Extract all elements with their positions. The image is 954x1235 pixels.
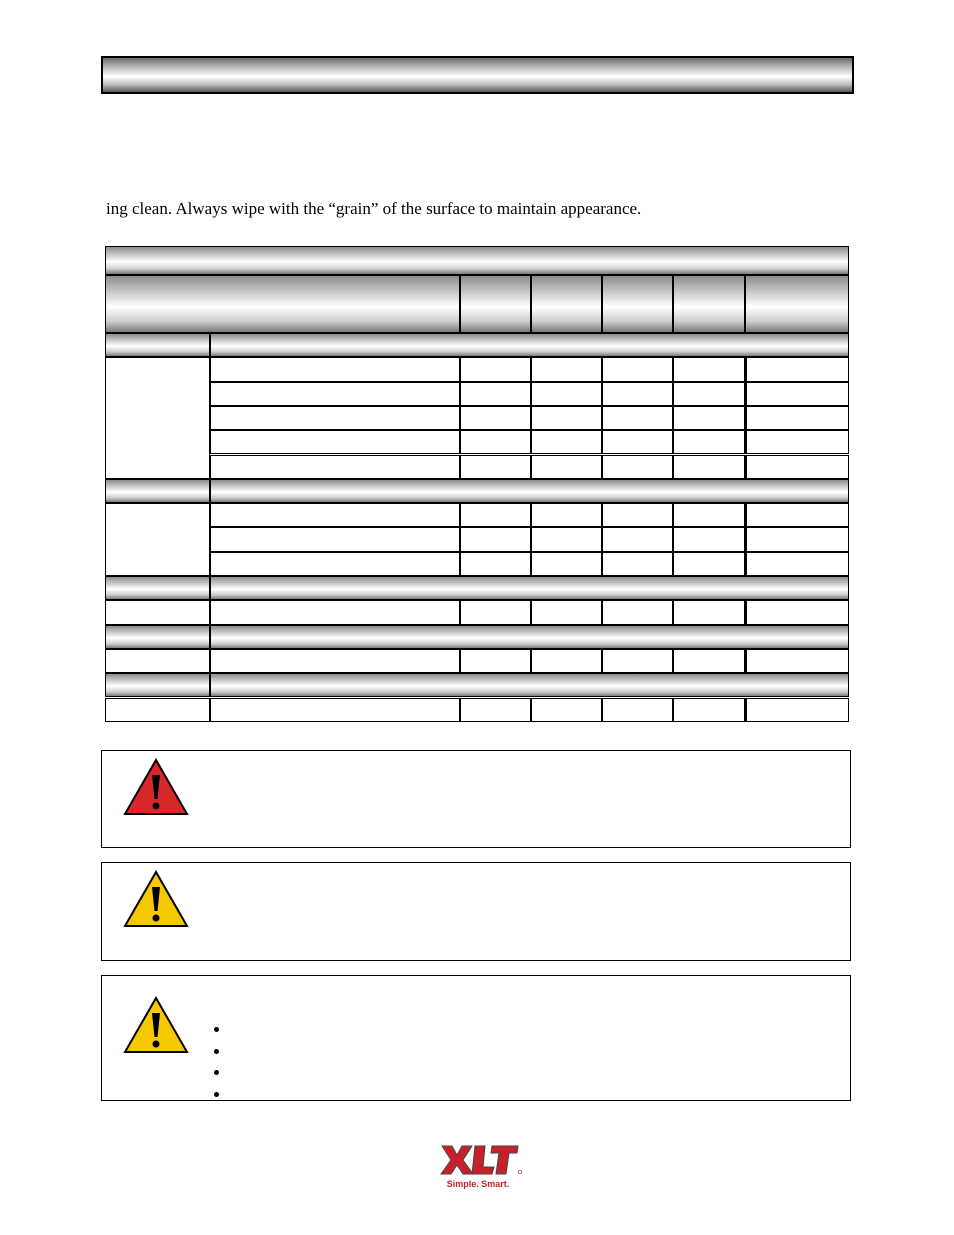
table-cell (210, 600, 460, 624)
xlt-logo-mark (441, 1146, 522, 1174)
column-header (460, 275, 531, 333)
table-cell (673, 503, 745, 527)
table-cell (673, 698, 745, 722)
table-cell (745, 649, 849, 673)
table-cell (460, 455, 531, 479)
table-cell (745, 527, 849, 551)
table-cell (673, 382, 745, 406)
table-cell (602, 649, 673, 673)
section-header-band (210, 333, 849, 357)
table-cell (531, 649, 602, 673)
table-cell (602, 552, 673, 576)
table-cell (602, 382, 673, 406)
list-item (208, 1085, 230, 1107)
xlt-logo (430, 1143, 526, 1191)
table-cell (460, 649, 531, 673)
table-cell (210, 455, 460, 479)
section-label-cell (105, 625, 210, 649)
warning-notice (101, 862, 851, 961)
table-cell (531, 357, 602, 381)
row-group-cell (105, 649, 210, 673)
table-cell (673, 552, 745, 576)
caution-triangle-icon (122, 995, 190, 1055)
caution-bullet-list (208, 1020, 230, 1106)
row-group-cell (105, 503, 210, 576)
section-header-band (210, 479, 849, 503)
table-cell (460, 382, 531, 406)
table-cell (210, 649, 460, 673)
logo-tagline: Simple. Smart. (446, 1179, 510, 1189)
table-cell (531, 430, 602, 454)
table-cell (531, 382, 602, 406)
table-cell (460, 357, 531, 381)
table-cell (531, 455, 602, 479)
table-cell (602, 527, 673, 551)
table-cell (531, 406, 602, 430)
section-label-cell (105, 576, 210, 600)
section-label-cell (105, 479, 210, 503)
table-cell (745, 600, 849, 624)
table-cell (460, 527, 531, 551)
table-cell (602, 430, 673, 454)
column-header (531, 275, 602, 333)
table-cell (460, 698, 531, 722)
table-cell (531, 698, 602, 722)
section-header-band (210, 625, 849, 649)
table-cell (210, 406, 460, 430)
table-cell (602, 503, 673, 527)
list-item (208, 1020, 230, 1042)
table-cell (673, 455, 745, 479)
table-cell (745, 503, 849, 527)
table-cell (602, 455, 673, 479)
list-item (208, 1042, 230, 1064)
table-cell (531, 552, 602, 576)
table-cell (745, 357, 849, 381)
table-cell (673, 649, 745, 673)
section-label-cell (105, 673, 210, 697)
table-cell (210, 430, 460, 454)
section-header-band (210, 576, 849, 600)
table-cell (602, 698, 673, 722)
intro-paragraph: ing clean. Always wipe with the “grain” of the surface to maintain appearance. (106, 199, 642, 218)
table-cell (531, 503, 602, 527)
table-cell (745, 552, 849, 576)
table-cell (673, 527, 745, 551)
table-cell (602, 600, 673, 624)
table-cell (602, 406, 673, 430)
table-cell (210, 698, 460, 722)
section-label-cell (105, 333, 210, 357)
table-cell (210, 503, 460, 527)
row-group-cell (105, 357, 210, 479)
danger-triangle-icon (122, 757, 190, 817)
column-header (105, 275, 460, 333)
table-cell (745, 698, 849, 722)
table-cell (745, 430, 849, 454)
section-header-band (210, 673, 849, 697)
table-cell (210, 552, 460, 576)
warning-triangle-icon (122, 869, 190, 929)
table-cell (460, 430, 531, 454)
table-title-row (105, 246, 849, 275)
table-cell (673, 357, 745, 381)
list-item (208, 1063, 230, 1085)
row-group-cell (105, 698, 210, 722)
danger-notice (101, 750, 851, 848)
table-cell (460, 406, 531, 430)
table-cell (460, 552, 531, 576)
table-cell (210, 357, 460, 381)
column-header (745, 275, 849, 333)
table-cell (210, 527, 460, 551)
table-cell (745, 382, 849, 406)
caution-notice (101, 975, 851, 1101)
table-cell (531, 527, 602, 551)
table-cell (602, 357, 673, 381)
table-cell (460, 503, 531, 527)
column-header (602, 275, 673, 333)
table-cell (745, 455, 849, 479)
table-cell (531, 600, 602, 624)
table-cell (673, 600, 745, 624)
table-cell (673, 430, 745, 454)
table-cell (460, 600, 531, 624)
table-cell (673, 406, 745, 430)
row-group-cell (105, 600, 210, 624)
column-header (673, 275, 745, 333)
table-cell (745, 406, 849, 430)
table-cell (210, 382, 460, 406)
